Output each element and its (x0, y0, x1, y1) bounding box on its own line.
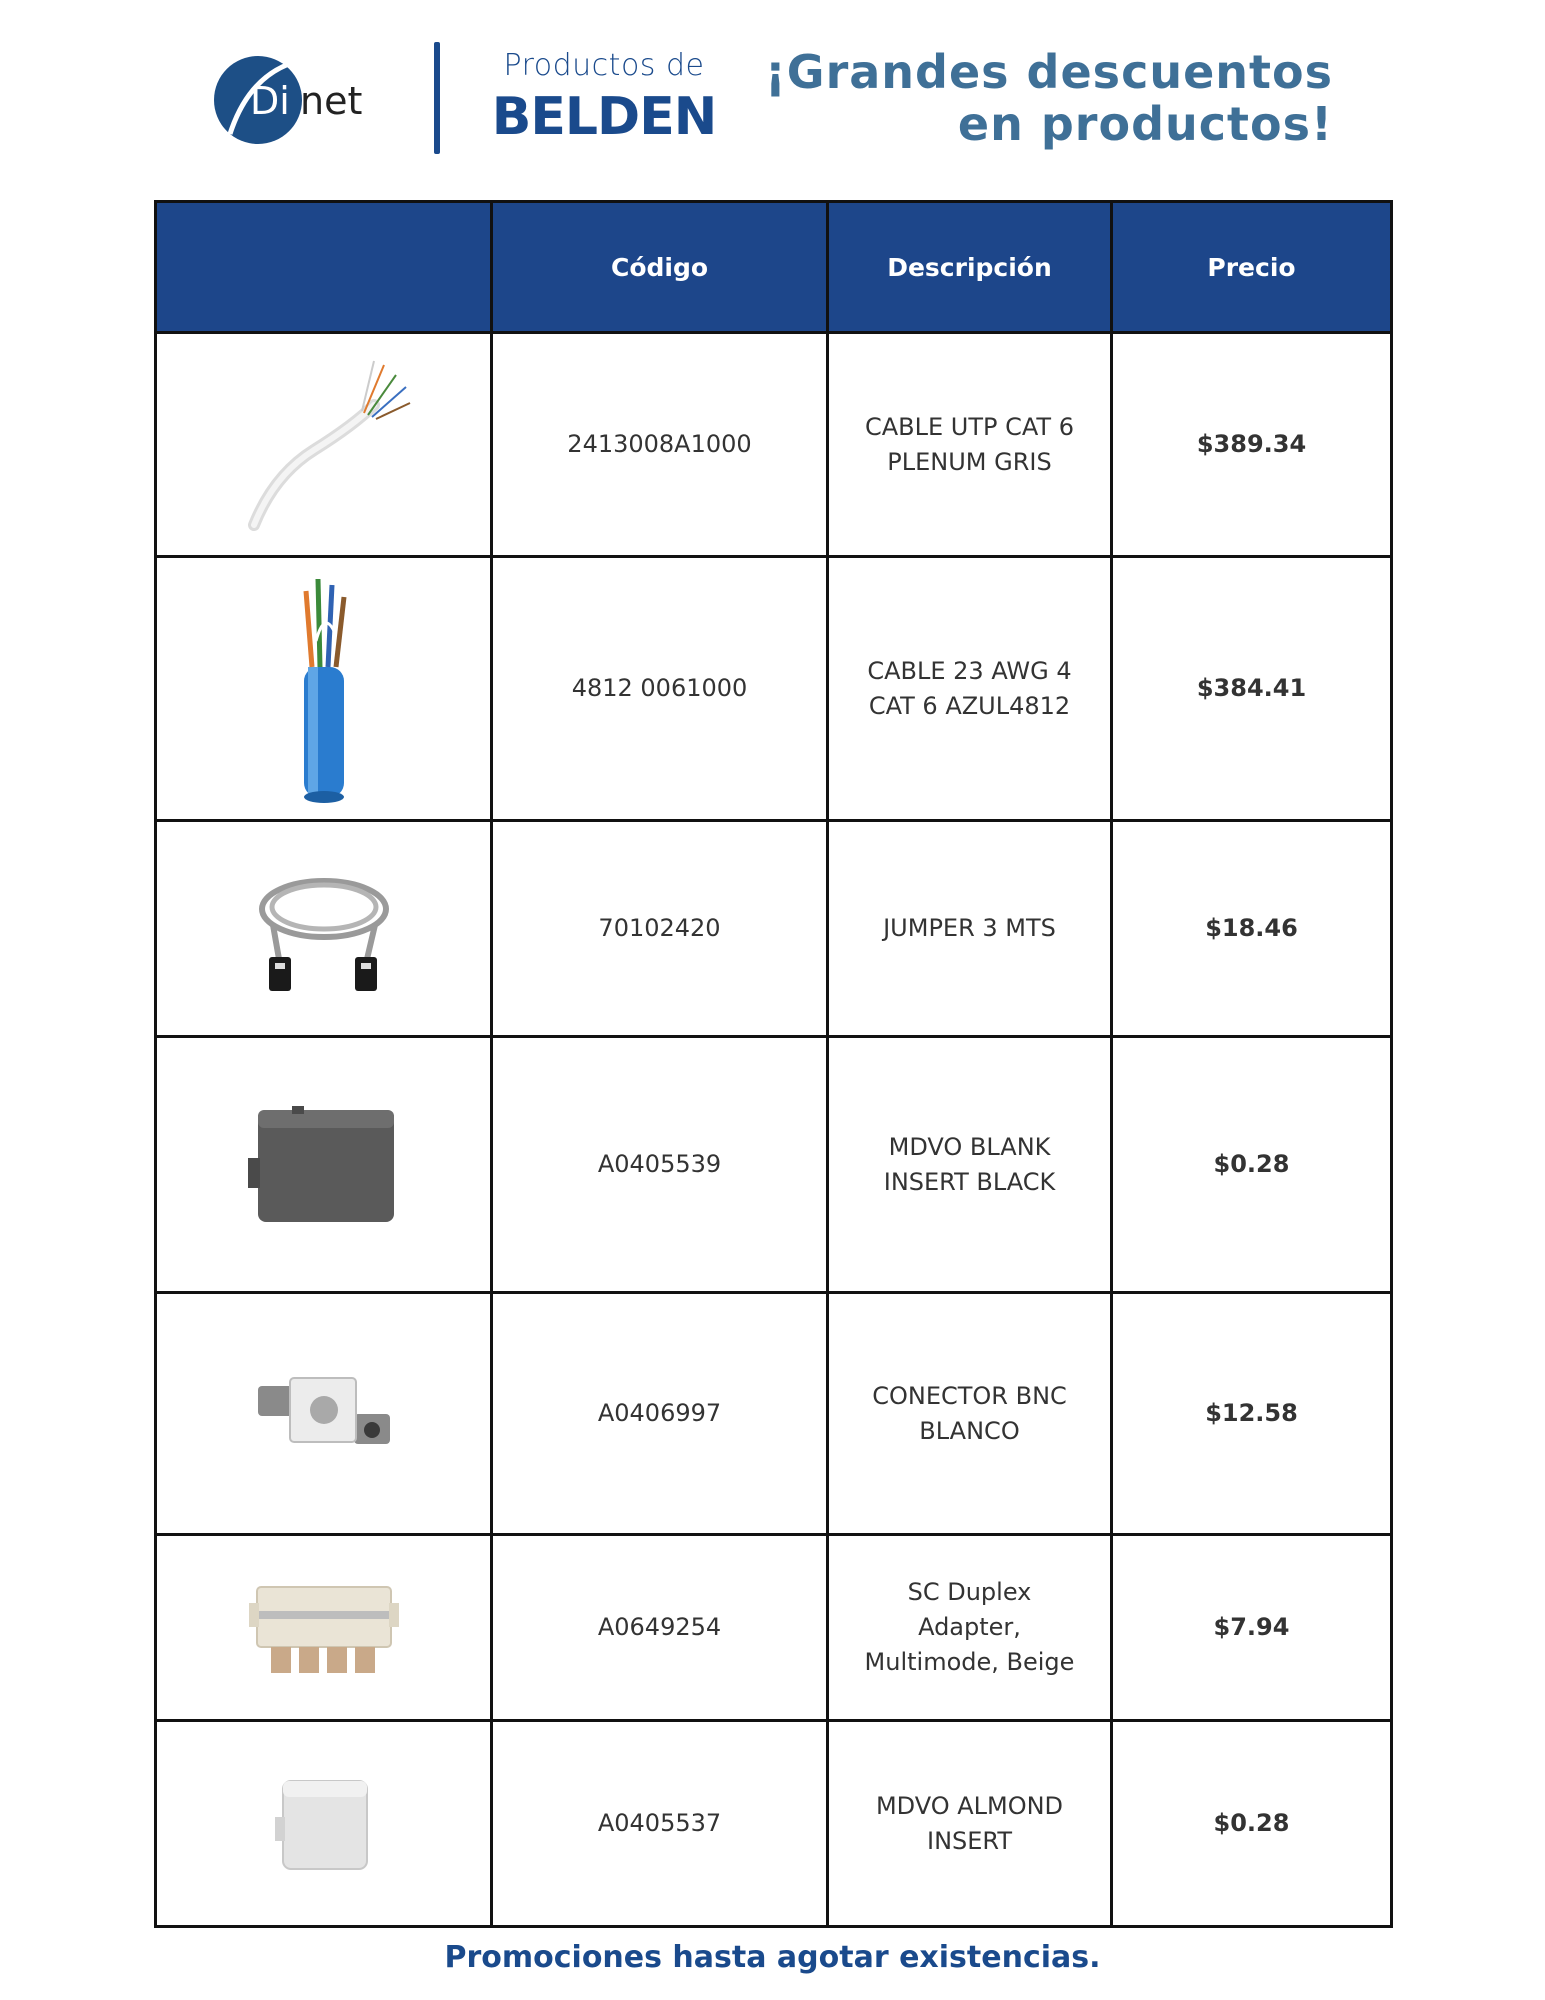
product-image-cell (156, 1293, 492, 1535)
product-description: CABLE UTP CAT 6 PLENUM GRIS (828, 333, 1112, 557)
product-price: $18.46 (1112, 821, 1392, 1037)
col-header-code: Código (492, 202, 828, 333)
product-code: A0649254 (492, 1535, 828, 1721)
col-header-price: Precio (1112, 202, 1392, 333)
table-row (156, 1535, 1392, 1721)
promo-headline (765, 46, 1333, 150)
bnc-connector-image (254, 1364, 394, 1464)
product-price: $389.34 (1112, 333, 1392, 557)
table-row (156, 333, 1392, 557)
product-code: A0406997 (492, 1293, 828, 1535)
product-image-cell (156, 333, 492, 557)
belden-logo: BELDEN (491, 87, 717, 147)
product-image-cell (156, 1037, 492, 1293)
belden-prefix: Productos de (503, 48, 705, 83)
product-price: $7.94 (1112, 1535, 1392, 1721)
table-header-row (156, 202, 1392, 333)
product-description: MDVO BLANK INSERT BLACK (828, 1037, 1112, 1293)
table-row (156, 1037, 1392, 1293)
product-code: 4812 0061000 (492, 557, 828, 821)
dinet-logo (210, 52, 390, 148)
product-image-cell (156, 557, 492, 821)
product-description: JUMPER 3 MTS (828, 821, 1112, 1037)
svg-text:Di: Di (250, 79, 290, 123)
belden-block (490, 48, 718, 147)
fiber-jumper-image (249, 859, 399, 999)
product-image-cell (156, 1535, 492, 1721)
headline-line-2: en productos! (957, 97, 1333, 151)
col-header-description: Descripción (828, 202, 1112, 333)
product-image-cell (156, 1721, 492, 1927)
product-price: $384.41 (1112, 557, 1392, 821)
header-divider (434, 42, 440, 154)
product-price: $0.28 (1112, 1037, 1392, 1293)
product-description: SC Duplex Adapter, Multimode, Beige (828, 1535, 1112, 1721)
product-table (154, 200, 1393, 1928)
sc-duplex-adapter-image (249, 1573, 399, 1683)
product-description: MDVO ALMOND INSERT (828, 1721, 1112, 1927)
product-code: A0405537 (492, 1721, 828, 1927)
almond-insert-image (269, 1769, 379, 1879)
product-description: CABLE 23 AWG 4 CAT 6 AZUL4812 (828, 557, 1112, 821)
col-header-image (156, 202, 492, 333)
blue-cable-image (274, 571, 374, 807)
product-description: CONECTOR BNC BLANCO (828, 1293, 1112, 1535)
svg-text:net: net (300, 79, 363, 123)
promo-footer: Promociones hasta agotar existencias. (444, 1940, 1101, 1975)
black-insert-image (244, 1100, 404, 1230)
product-price: $12.58 (1112, 1293, 1392, 1535)
product-code: 70102420 (492, 821, 828, 1037)
product-image-cell (156, 821, 492, 1037)
product-code: A0405539 (492, 1037, 828, 1293)
table-row (156, 1721, 1392, 1927)
table-row (156, 821, 1392, 1037)
headline-line-1: ¡Grandes descuentos (764, 45, 1333, 99)
white-cable-spool-image (234, 355, 414, 535)
table-row (156, 557, 1392, 821)
product-code: 2413008A1000 (492, 333, 828, 557)
table-row (156, 1293, 1392, 1535)
product-price: $0.28 (1112, 1721, 1392, 1927)
